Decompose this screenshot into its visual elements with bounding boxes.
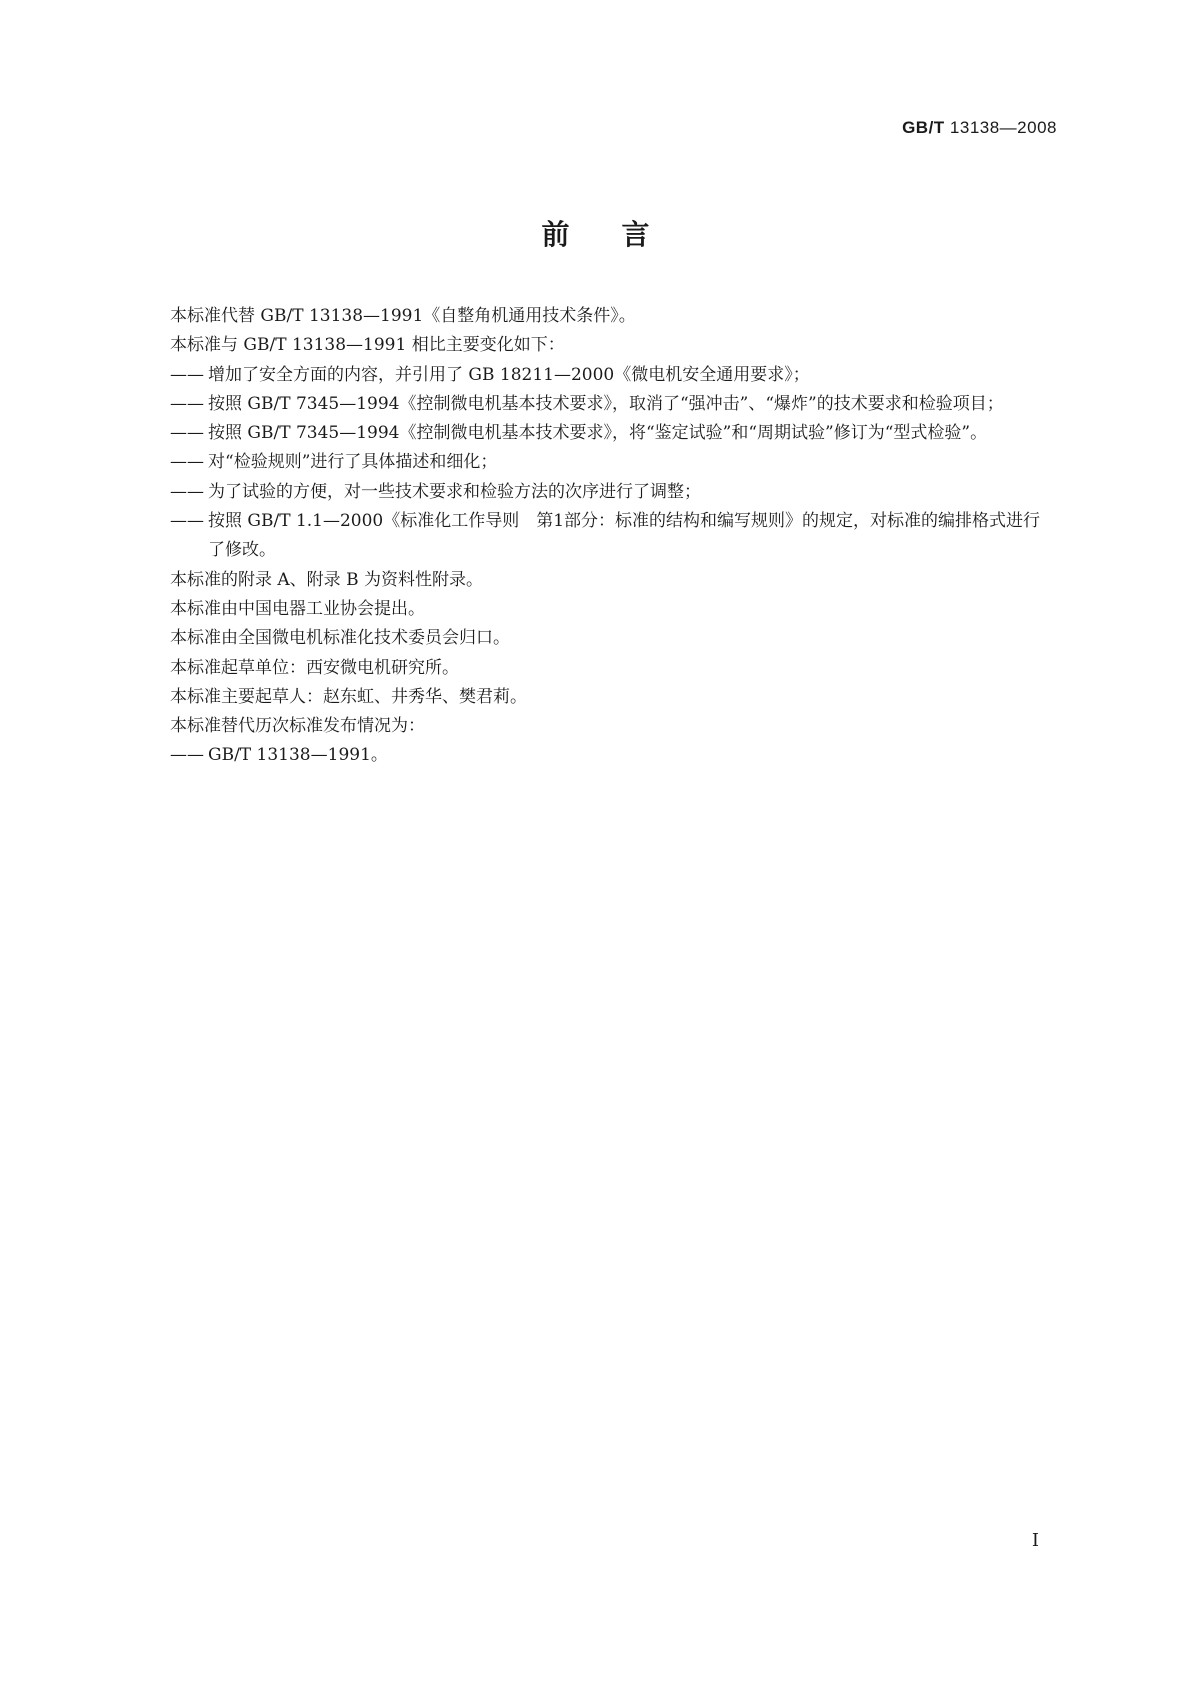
- dash-marker: ——: [170, 511, 204, 532]
- change-item-text: 按照 GB/T 7345—1994《控制微电机基本技术要求》，将“鉴定试验”和“周期试验”修订为“型式检验”。: [208, 423, 988, 444]
- dash-marker: ——: [170, 481, 204, 502]
- paragraph-proposer: 本标准由中国电器工业协会提出。: [170, 598, 425, 619]
- change-item: [170, 478, 1056, 507]
- paragraph-replaces: 本标准代替 GB/T 13138—1991《自整角机通用技术条件》。: [170, 306, 636, 326]
- dash-marker: ——: [170, 364, 204, 385]
- history-item-text: GB/T 13138—1991。: [208, 745, 388, 766]
- change-item: [170, 419, 1056, 448]
- dash-marker: ——: [170, 393, 204, 414]
- change-item-text: 按照 GB/T 7345—1994《控制微电机基本技术要求》，取消了“强冲击”、“爆炸”的技术要求和检验项目；: [208, 393, 1004, 414]
- page-number: I: [1031, 1530, 1039, 1551]
- paragraph-history-intro: 本标准替代历次标准发布情况为：: [170, 716, 425, 737]
- history-item: [170, 741, 1056, 770]
- standard-code: [902, 118, 1057, 138]
- paragraph-drafting-unit: 本标准起草单位：西安微电机研究所。: [170, 657, 459, 678]
- paragraph-changes-intro: 本标准与 GB/T 13138—1991 相比主要变化如下：: [170, 335, 565, 356]
- paragraph-committee: 本标准由全国微电机标准化技术委员会归口。: [170, 628, 510, 649]
- standard-number: 13138—2008: [949, 118, 1057, 137]
- change-item: [170, 390, 1056, 419]
- page-title: 前言: [541, 218, 702, 251]
- change-item-text: 增加了安全方面的内容，并引用了 GB 18211—2000《微电机安全通用要求》；: [208, 364, 810, 385]
- paragraph-drafters: 本标准主要起草人：赵东虹、井秀华、樊君莉。: [170, 686, 527, 707]
- change-item-text: 对“检验规则”进行了具体描述和细化；: [208, 452, 498, 473]
- change-item: [170, 448, 1056, 477]
- dash-marker: ——: [170, 423, 204, 444]
- document-body: [170, 302, 1056, 771]
- change-item: [170, 361, 1056, 390]
- standard-prefix: GB/T: [902, 118, 945, 137]
- paragraph-annexes: 本标准的附录 A、附录 B 为资料性附录。: [170, 569, 483, 590]
- change-item: [170, 507, 1056, 566]
- change-item-text: 按照 GB/T 1.1—2000《标准化工作导则 第1部分：标准的结构和编写规则》的规定，对标准的编排格式进行了修改。: [208, 511, 1041, 561]
- dash-marker: ——: [170, 745, 204, 766]
- change-item-text: 为了试验的方便，对一些技术要求和检验方法的次序进行了调整；: [208, 481, 701, 502]
- dash-marker: ——: [170, 452, 204, 473]
